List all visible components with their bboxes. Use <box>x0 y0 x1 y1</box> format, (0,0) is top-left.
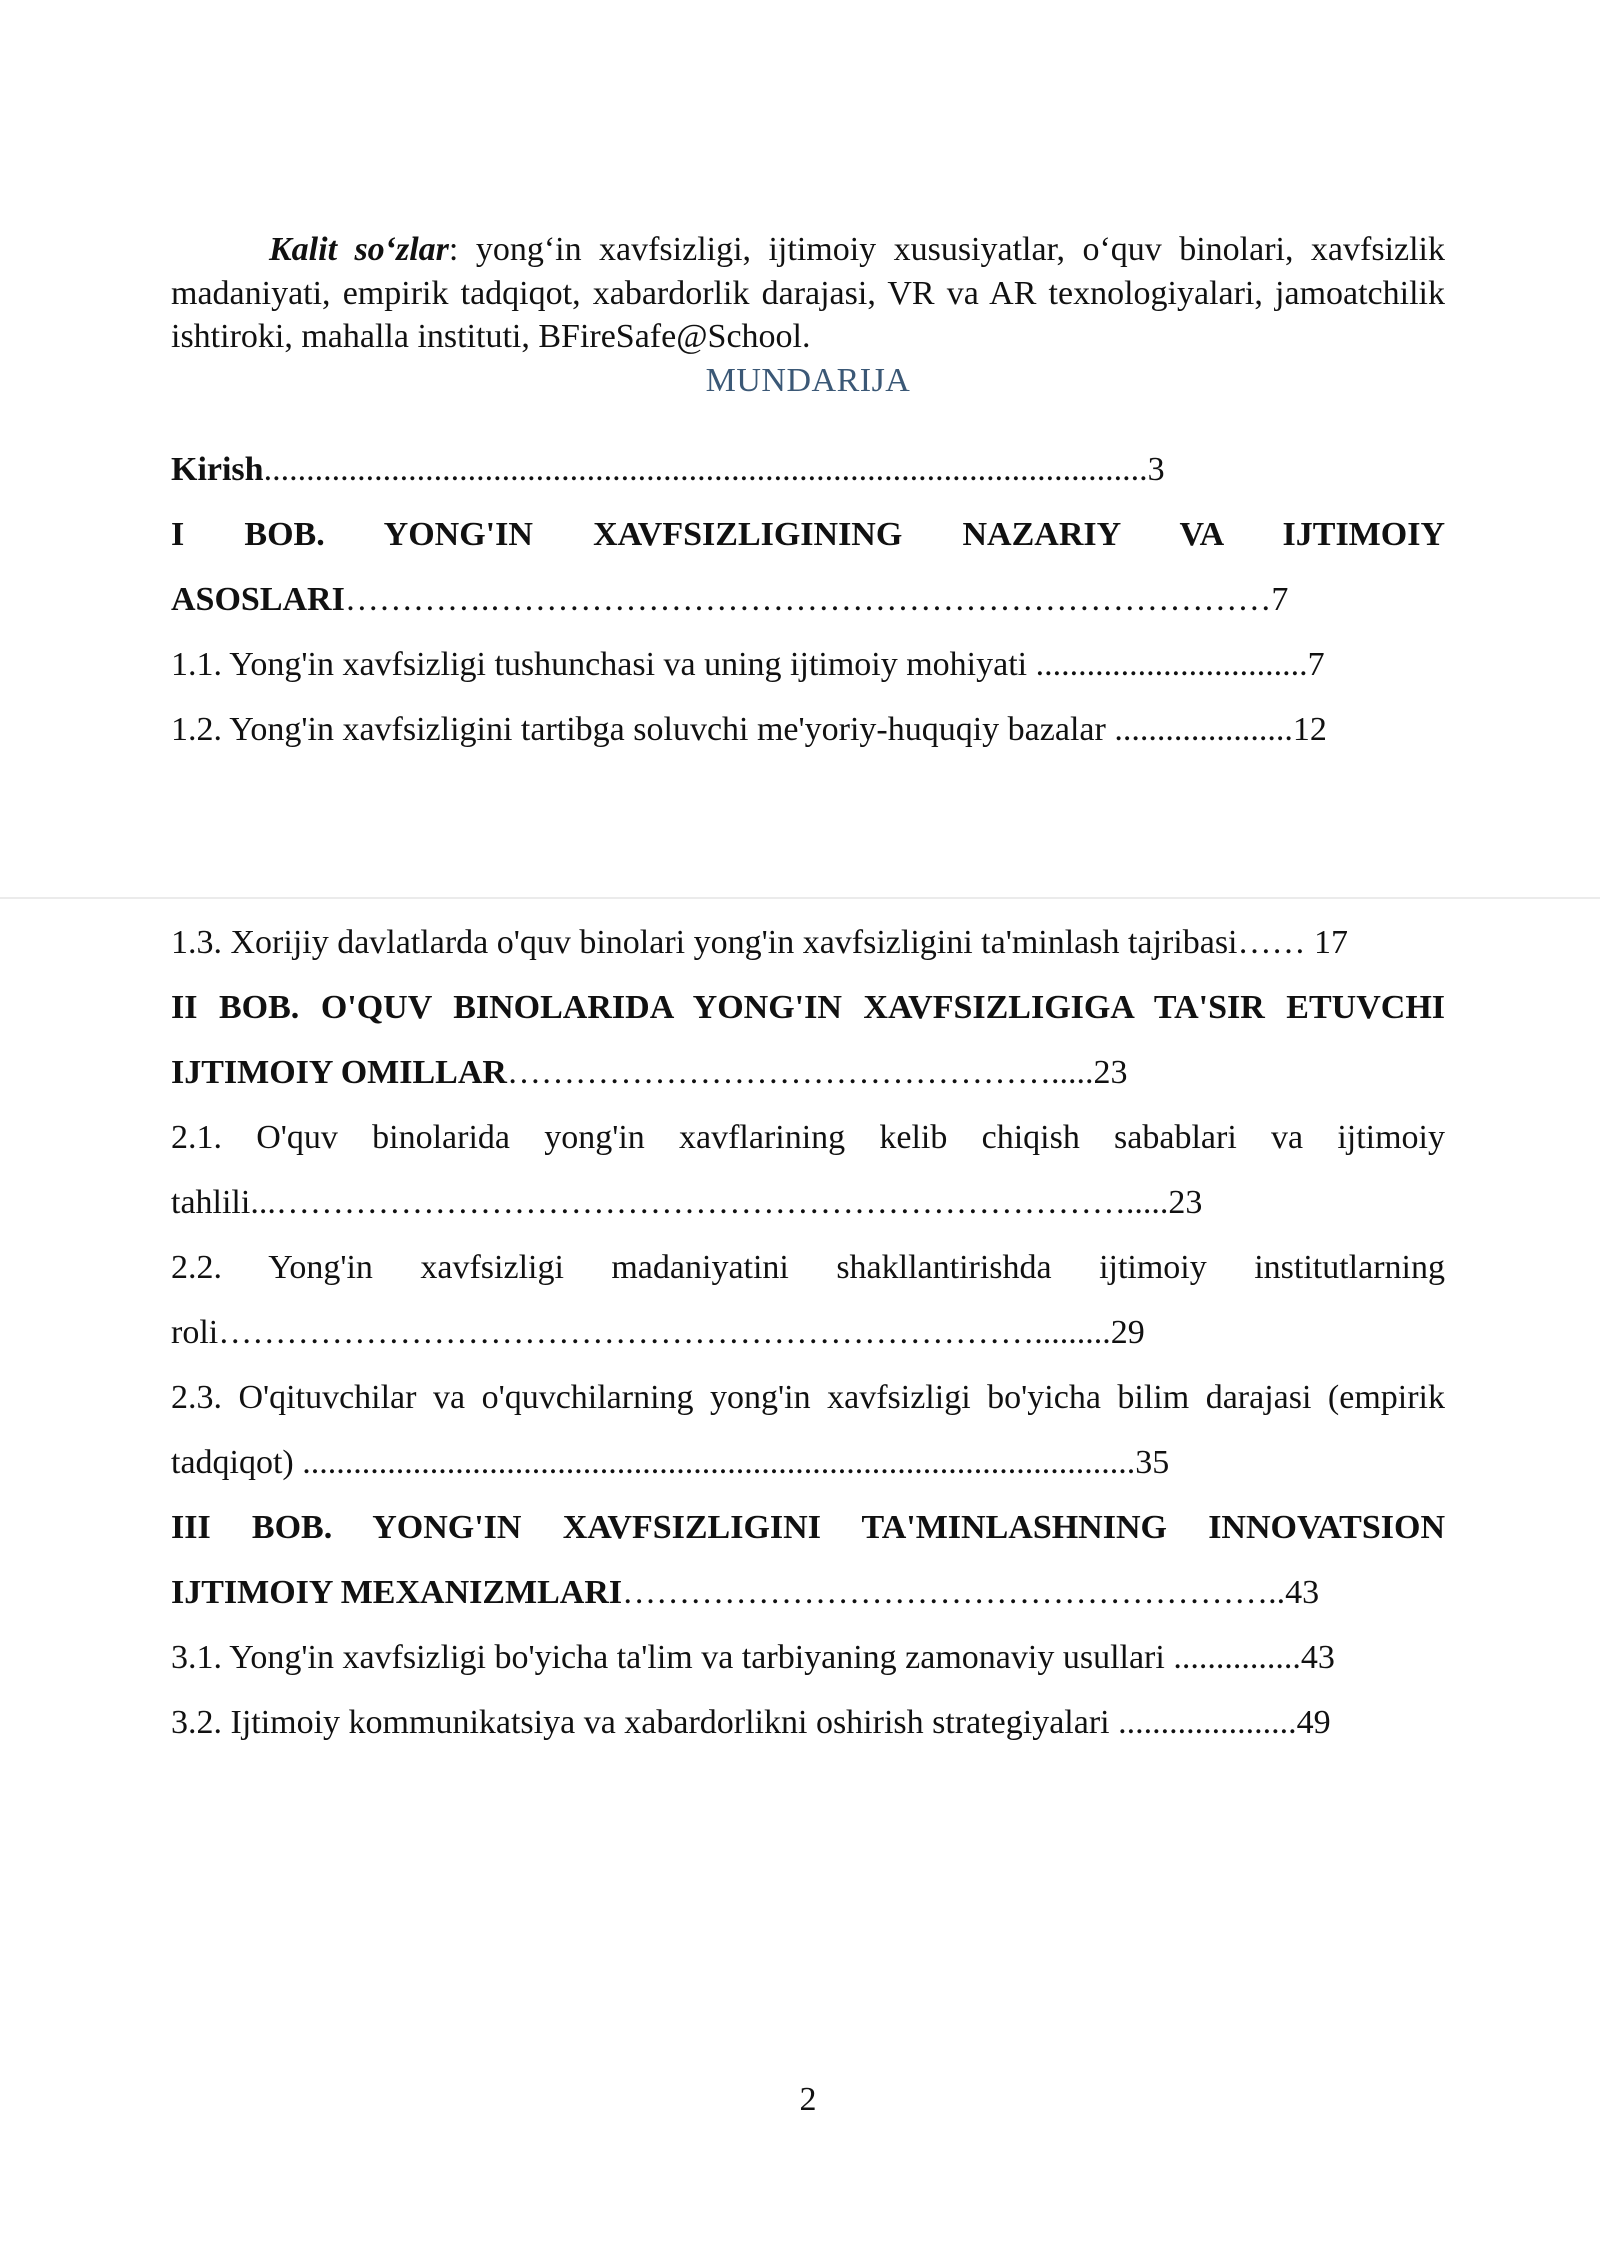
table-of-contents-part-1 <box>171 437 1445 762</box>
toc-entry-page: 35 <box>1135 1444 1170 1481</box>
toc-entry-leader: ...…………………………………………………………………..... <box>250 1184 1169 1221</box>
toc-entry-title: 1.2. Yong'in xavfsizligini tartibga soluvchi me'yoriy-huquqiy bazalar <box>171 711 1106 748</box>
toc-entry-page: 7 <box>1271 581 1289 618</box>
toc-entry-title: Kirish <box>171 451 264 488</box>
keywords-separator: : <box>448 231 459 268</box>
toc-entry-2-1[interactable] <box>171 1105 1445 1235</box>
keywords-text: yong‘in xavfsizligi, ijtimoiy xususiyatlar, o‘quv binolari, xavfsizlik madaniyati, empirik tadqiqot, xabardorlik darajasi, VR va AR texnologiyalari, jamoatchilik ishtiroki, mahalla instituti, BFireSafe@School. <box>171 231 1445 355</box>
toc-entry-page: 7 <box>1307 646 1325 683</box>
toc-entry-title: 1.3. Xorijiy davlatlarda o'quv binolari yong'in xavfsizligini ta'minlash tajribasi <box>171 924 1238 961</box>
toc-entry-page: 49 <box>1296 1704 1331 1741</box>
toc-entry-leader: …………………………………………..... <box>506 1054 1094 1091</box>
toc-entry-chapter-3[interactable] <box>171 1495 1445 1625</box>
toc-entry-1-3[interactable] <box>171 910 1445 975</box>
toc-entry-page: 3 <box>1147 451 1165 488</box>
toc-entry-title: 3.1. Yong'in xavfsizligi bo'yicha ta'lim va tarbiyaning zamonaviy usullari <box>171 1639 1165 1676</box>
toc-entry-title: I BOB. YONG'IN XAVFSIZLIGINING NAZARIY VA IJTIMOIY ASOSLARI <box>171 516 1445 618</box>
toc-entry-page: 23 <box>1168 1184 1203 1221</box>
toc-entry-leader: ..................... <box>1109 1704 1297 1741</box>
toc-entry-title: 1.1. Yong'in xavfsizligi tushunchasi va uning ijtimoiy mohiyati <box>171 646 1028 683</box>
toc-entry-leader: ........................................................................................................ <box>263 451 1148 488</box>
toc-entry-page: 23 <box>1093 1054 1128 1091</box>
table-of-contents-part-2 <box>171 910 1445 1755</box>
toc-entry-page: 12 <box>1292 711 1327 748</box>
toc-entry-leader: ………………………………………………………………......... <box>218 1314 1111 1351</box>
toc-entry-3-2[interactable] <box>171 1690 1445 1755</box>
toc-entry-page: 29 <box>1110 1314 1145 1351</box>
toc-entry-title: 2.2. Yong'in xavfsizligi madaniyatini shakllantirishda ijtimoiy institutlarning roli <box>171 1249 1445 1351</box>
toc-entry-title: III BOB. YONG'IN XAVFSIZLIGINI TA'MINLASHNING INNOVATSION IJTIMOIY MEXANIZMLARI <box>171 1509 1445 1611</box>
toc-entry-kirish[interactable] <box>171 437 1445 502</box>
keywords-label: Kalit so‘zlar <box>269 231 449 268</box>
toc-entry-2-3[interactable] <box>171 1365 1445 1495</box>
toc-entry-1-1[interactable] <box>171 632 1445 697</box>
toc-entry-leader: .................................................................................................. <box>293 1444 1136 1481</box>
toc-entry-3-1[interactable] <box>171 1625 1445 1690</box>
toc-entry-page: 43 <box>1300 1639 1335 1676</box>
toc-entry-chapter-2[interactable] <box>171 975 1445 1105</box>
toc-entry-leader: ………………………………………………….. <box>622 1574 1286 1611</box>
toc-entry-1-2[interactable] <box>171 697 1445 762</box>
toc-entry-title: 2.1. O'quv binolarida yong'in xavflarining kelib chiqish sabablari va ijtimoiy tahlili <box>171 1119 1445 1221</box>
toc-title: MUNDARIJA <box>705 362 911 399</box>
keywords-paragraph <box>171 228 1445 359</box>
toc-entry-page: 43 <box>1285 1574 1320 1611</box>
toc-entry-page: 17 <box>1314 924 1349 961</box>
toc-entry-title: 2.3. O'qituvchilar va o'quvchilarning yong'in xavfsizligi bo'yicha bilim darajasi (empirik tadqiqot) <box>171 1379 1445 1481</box>
toc-entry-title: II BOB. O'QUV BINOLARIDA YONG'IN XAVFSIZLIGIGA TA'SIR ETUVCHI IJTIMOIY OMILLAR <box>171 989 1445 1091</box>
page-number: 2 <box>799 2081 817 2118</box>
toc-entry-chapter-1[interactable] <box>171 502 1445 632</box>
toc-entry-2-2[interactable] <box>171 1235 1445 1365</box>
toc-entry-leader: ............... <box>1164 1639 1301 1676</box>
toc-entry-leader: ………….…………………………………………………………… <box>344 581 1272 618</box>
page-break-divider <box>0 897 1600 899</box>
toc-entry-title: 3.2. Ijtimoiy kommunikatsiya va xabardorlikni oshirish strategiyalari <box>171 1704 1110 1741</box>
toc-entry-leader: …… <box>1237 924 1306 961</box>
toc-entry-leader: ..................... <box>1105 711 1293 748</box>
toc-entry-leader: ................................ <box>1027 646 1308 683</box>
